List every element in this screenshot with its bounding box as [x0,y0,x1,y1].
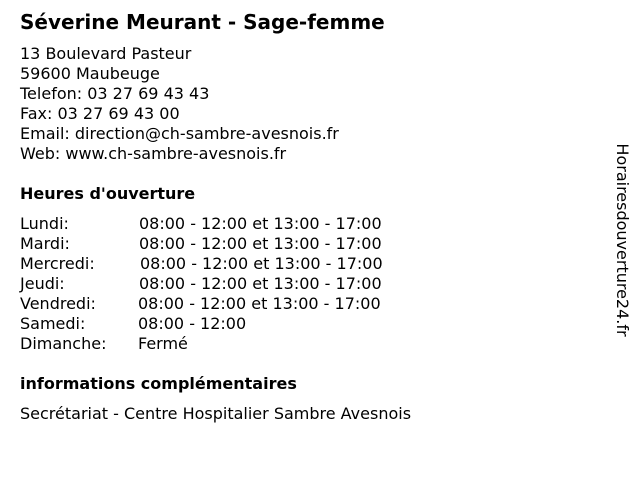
fax-number: Fax: 03 27 69 43 00 [20,104,180,123]
day-label: Jeudi: [20,274,65,293]
site-watermark: Horairesdouverture24.fr [613,143,632,337]
street-address: 13 Boulevard Pasteur [20,44,192,63]
time-value: Fermé [138,334,188,353]
opening-hours-heading: Heures d'ouverture [20,184,196,203]
day-label: Mardi: [20,234,70,253]
phone-number: Telefon: 03 27 69 43 43 [20,84,210,103]
time-value: 08:00 - 12:00 [138,314,247,333]
time-value: 08:00 - 12:00 et 13:00 - 17:00 [139,214,382,233]
contact-block [20,44,339,164]
additional-info-heading: informations complémentaires [20,374,297,393]
email-address: Email: direction@ch-sambre-avesnois.fr [20,124,339,143]
day-label: Samedi: [20,314,86,333]
day-label: Dimanche: [20,334,107,353]
day-label: Lundi: [20,214,69,233]
time-value: 08:00 - 12:00 et 13:00 - 17:00 [139,274,382,293]
time-value: 08:00 - 12:00 et 13:00 - 17:00 [138,294,381,313]
page-title: Séverine Meurant - Sage-femme [20,10,385,34]
time-value: 08:00 - 12:00 et 13:00 - 17:00 [140,254,383,273]
day-label: Vendredi: [20,294,96,313]
time-value: 08:00 - 12:00 et 13:00 - 17:00 [139,234,382,253]
additional-info-text: Secrétariat - Centre Hospitalier Sambre Avesnois [20,404,412,423]
city-postcode: 59600 Maubeuge [20,64,160,83]
day-label: Mercredi: [20,254,95,273]
website: Web: www.ch-sambre-avesnois.fr [20,144,287,163]
